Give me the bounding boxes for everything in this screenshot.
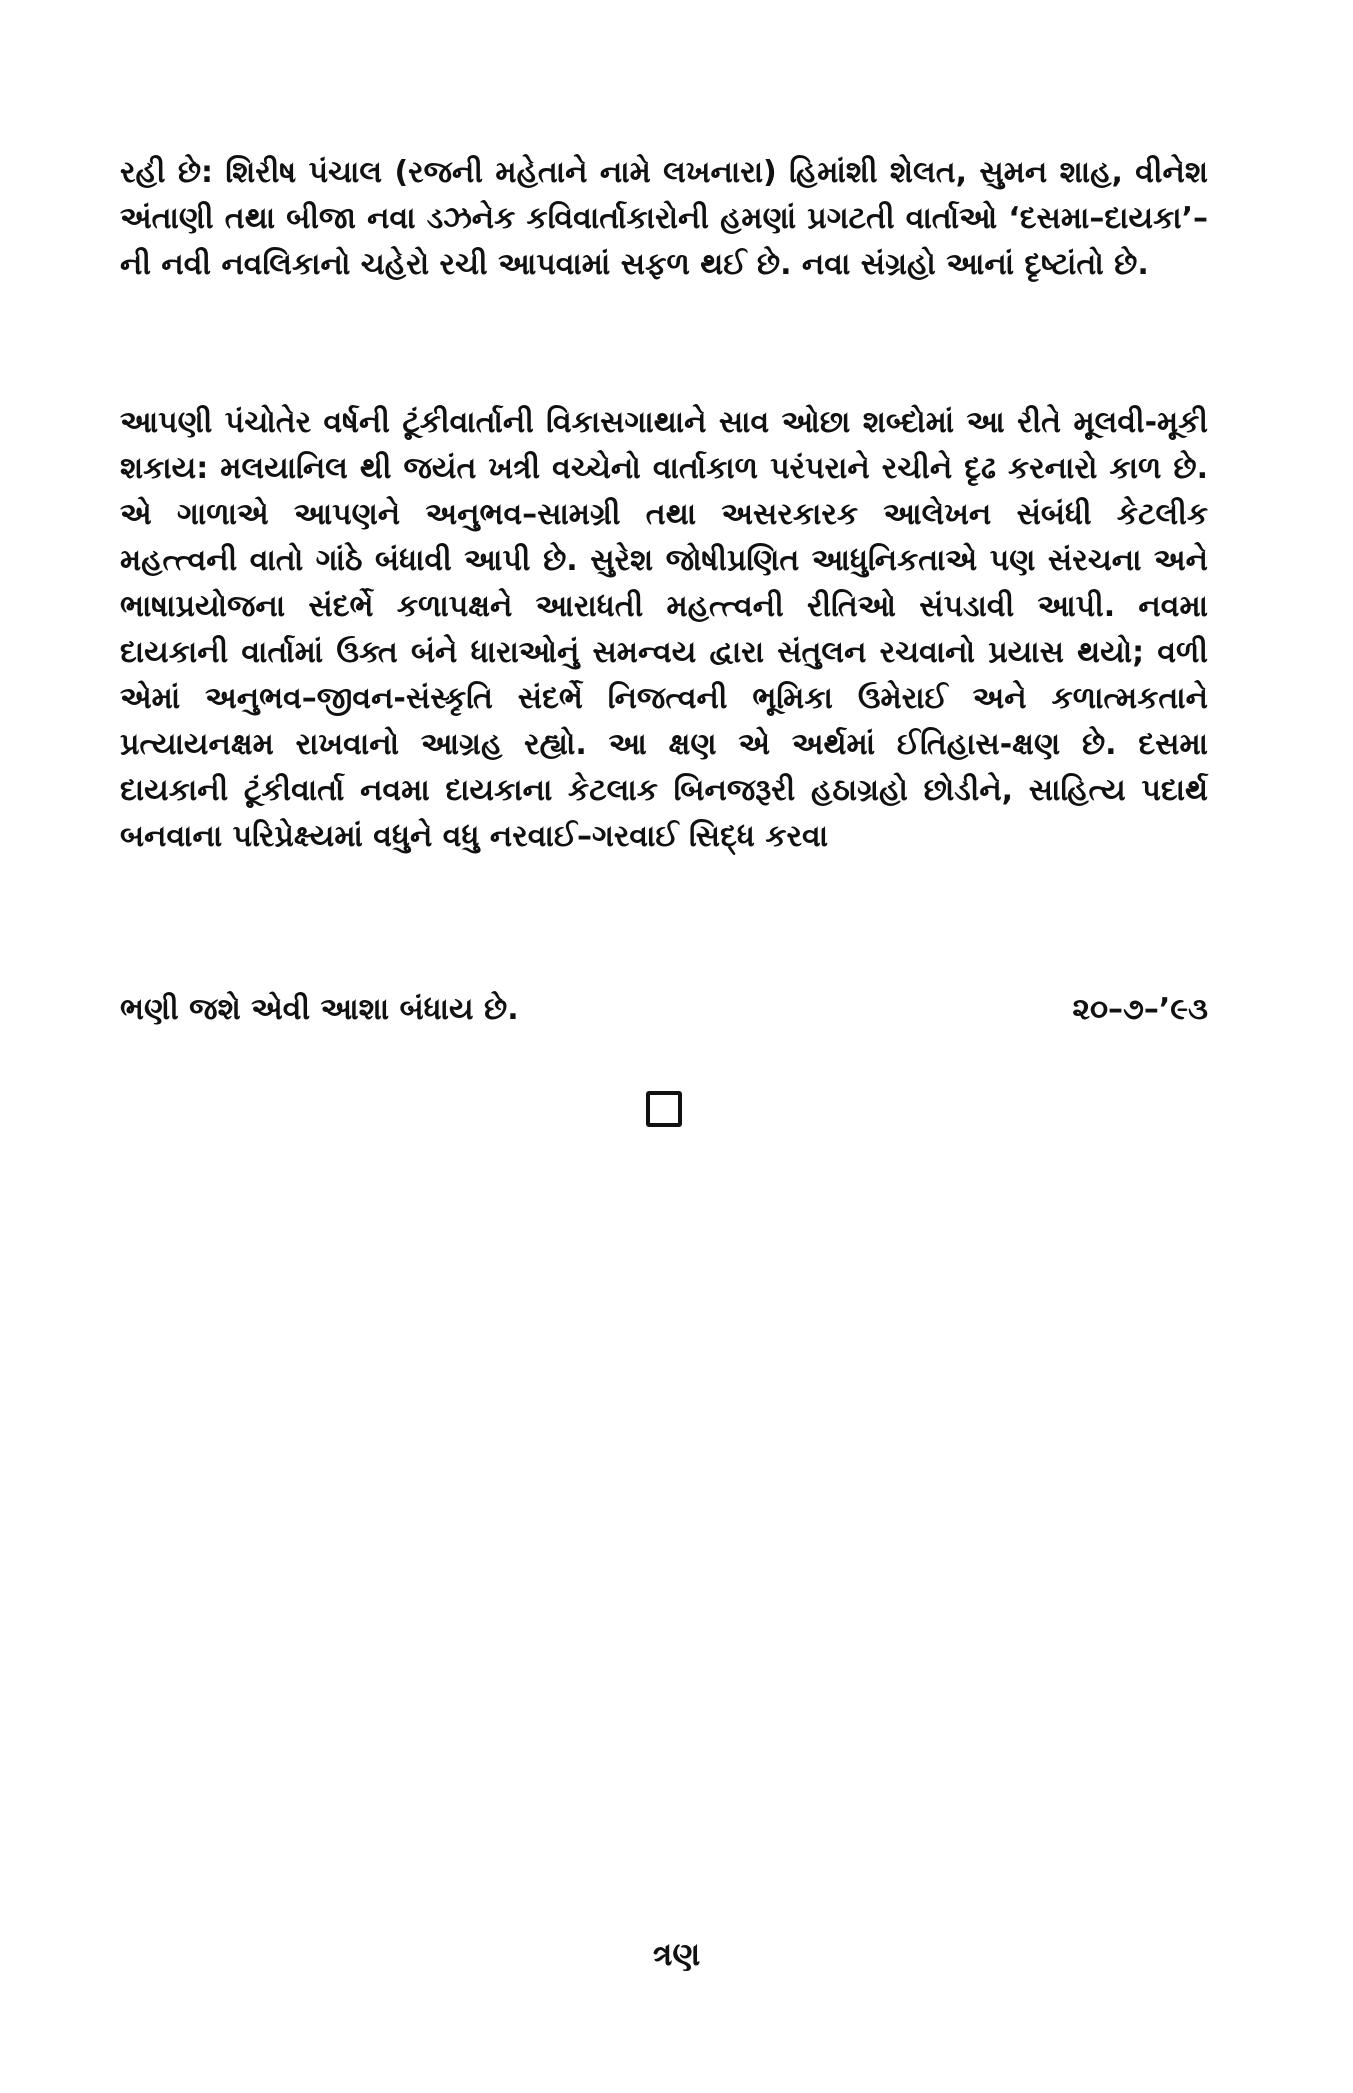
date: ૨૦–૭–’૯૩ xyxy=(1072,992,1208,1027)
closing-text: ભણી જશે એવી આશા બંધાય છે. xyxy=(120,992,519,1027)
closing-line xyxy=(120,987,1208,1033)
end-of-section-square-icon xyxy=(646,1091,682,1127)
paragraph-1: રહી છે: શિરીષ પંચાલ (રજની મહેતાને નામે લખનારા) હિમાંશી શેલત, સુમન શાહ, વીનેશ અંતાણી તથા બીજા નવા ડઝનેક કવિવાર્તાકારોની હમણાં પ્રગટતી વાર્તાઓ ‘દસમા–દાયકા’–ની નવી નવલિકાનો ચહેરો રચી આપવામાં સફળ થઈ છે. નવા સંગ્રહો આનાં દૃષ્ટાંતો છે. xyxy=(120,155,1208,282)
paragraph-2: આપણી પંચોતેર વર્ષની ટૂંકીવાર્તાની વિકાસગાથાને સાવ ઓછા શબ્દોમાં આ રીતે મૂલવી-મૂકી શકાય: મલયાનિલ થી જયંત ખત્રી વચ્ચેનો વાર્તાકાળ પરંપરાને રચીને દૃઢ કરનારો કાળ છે. એ ગાળાએ આપણને અનુભવ–સામગ્રી તથા અસરકારક આલેખન સંબંધી કેટલીક મહત્ત્વની વાતો ગાંઠે બંધાવી આપી છે. સુરેશ જોષીપ્રણિત આધુનિકતાએ પણ સંરચના અને ભાષાપ્રયોજના સંદર્ભે કળાપક્ષને આરાધતી મહત્ત્વની રીતિઓ સંપડાવી આપી. નવમા દાયકાની વાર્તામાં ઉક્ત બંને ધારાઓનું સમન્વય દ્વારા સંતુલન રચવાનો પ્રયાસ થયો; વળી એમાં અનુભવ–જીવન-સંસ્કૃતિ સંદર્ભે નિજત્વની ભૂમિકા ઉમેરાઈ અને કળાત્મકતાને પ્રત્યાયનક્ષમ રાખવાનો આગ્રહ રહ્યો. આ ક્ષણ એ અર્થમાં ઈતિહાસ-ક્ષણ છે. દસમા દાયકાની ટૂંકીવાર્તા નવમા દાયકાના કેટલાક બિનજરૂરી હઠાગ્રહો છોડીને, સાહિત્ય પદાર્થ બનવાના પરિપ્રેક્ષ્યમાં વધુને વધુ નરવાઈ–ગરવાઈ સિદ્ધ કરવા xyxy=(120,405,1208,854)
page-number: ત્રણ xyxy=(652,1935,701,1973)
